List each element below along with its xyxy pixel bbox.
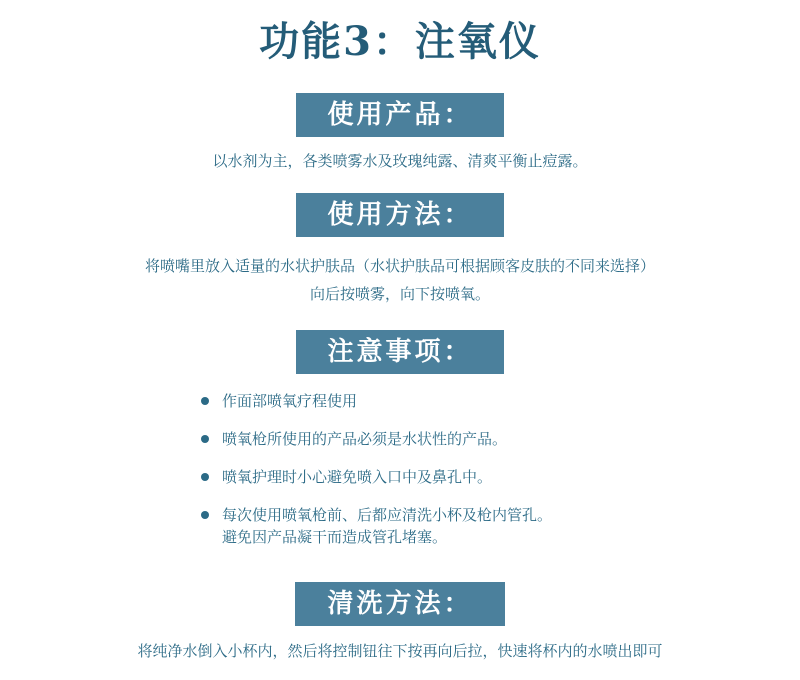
- section-heading-notes: 注意事项：: [296, 330, 504, 374]
- products-text: 以水剂为主，各类喷雾水及玫瑰纯露、清爽平衡止痘露。: [212, 152, 588, 170]
- page-title: 功能3：注氧仪: [259, 18, 541, 65]
- method-text-line-2: 向后按喷雾，向下按喷氧。: [309, 285, 490, 303]
- bullet-dot-icon: [201, 397, 209, 405]
- list-item: [200, 466, 760, 488]
- bullet-dot-icon: [201, 473, 209, 481]
- bullet-dot-icon: [201, 511, 209, 519]
- list-item: [200, 390, 760, 412]
- cleaning-text: 将纯净水倒入小杯内，然后将控制钮往下按再向后拉，快速将杯内的水喷出即可: [137, 642, 663, 660]
- note-text: 喷氧枪所使用的产品必须是水状性的产品。: [222, 430, 508, 448]
- note-text: 每次使用喷氧枪前、后都应清洗小杯及枪内管孔。: [222, 506, 553, 524]
- note-text-continued: 避免因产品凝干而造成管孔堵塞。: [222, 528, 448, 546]
- list-item: [200, 428, 760, 450]
- bullet-dot-icon: [201, 435, 209, 443]
- method-text-line-1: 将喷嘴里放入适量的水状护肤品（水状护肤品可根据顾客皮肤的不同来选择）: [144, 257, 655, 275]
- list-item: [200, 504, 760, 548]
- section-heading-method: 使用方法：: [296, 193, 504, 237]
- section-heading-products: 使用产品：: [296, 93, 504, 137]
- section-heading-cleaning: 清洗方法：: [295, 582, 505, 626]
- notes-list: [200, 390, 760, 564]
- note-text: 作面部喷氧疗程使用: [222, 392, 358, 410]
- note-text: 喷氧护理时小心避免喷入口中及鼻孔中。: [222, 468, 493, 486]
